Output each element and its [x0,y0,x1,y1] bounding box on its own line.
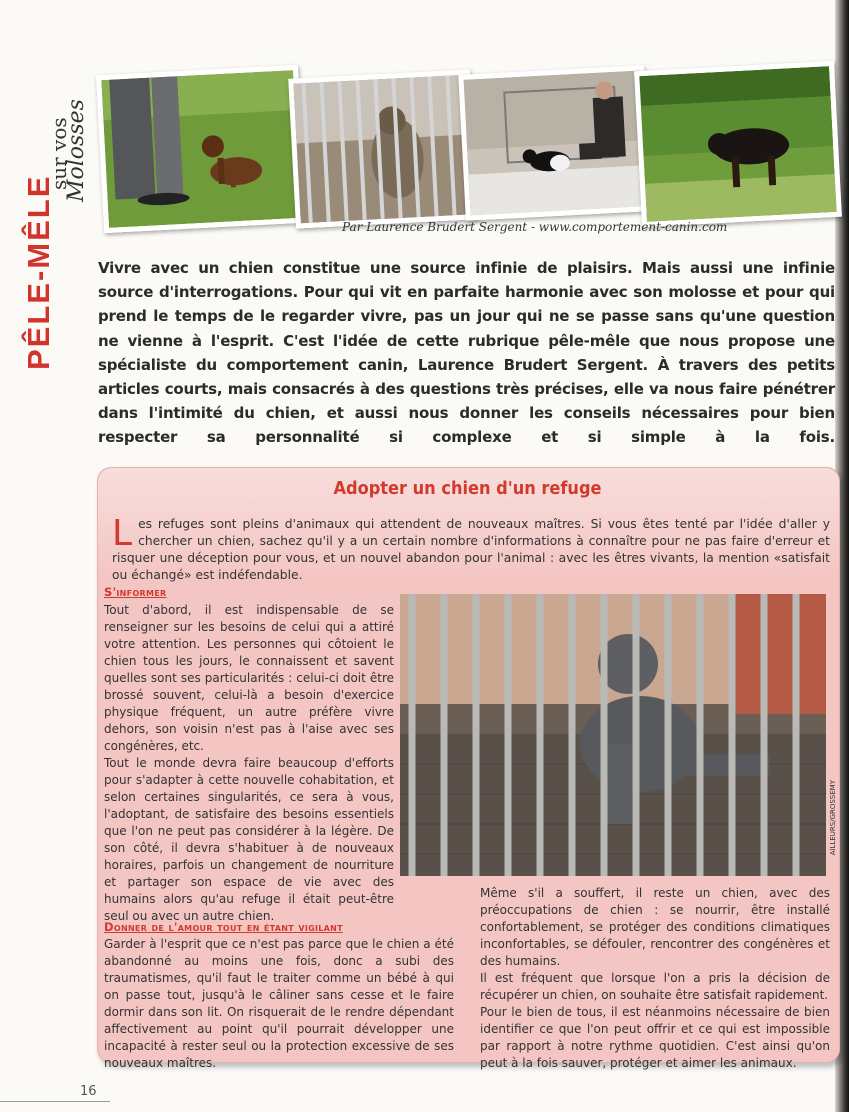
section-title-sub1: sur vos [47,117,71,190]
photo-doberman [634,61,842,227]
dog-photo-credit: AILLEURS/GROSSEMY [829,780,837,856]
right-col-p2: Il est fréquent que lorsque l'on a pris la décision de récupérer un chien, on souhaite être satisfait rapidement. [480,971,830,1002]
intro-paragraph: Vivre avec un chien constitue une source infinie de plaisirs. Mais aussi une infinie source d'interrogations. Pour qui vit en parfaite harmonie avec son molosse et pour qui prend le temps de le regarder vivre, pas un jour qui ne se passe sans qu'une question ne vienne à l'esprit. C'est l'idée de cette rubrique pêle-mêle que nous propose une spécialiste du comportement canin, Laurence Brudert Sergent. À travers des petits articles courts, mais consacrés à des questions très précises, elle va nous faire pénétrer dans l'intimité du chien, et aussi nous donner les conseils nécessaires pour bien respecter sa personnalité si complexe et si simple à la fois. [98,259,835,447]
box-lead [112,513,830,584]
footer-rule [0,1101,110,1102]
photo-credit: Par Laurence Brudert Sergent - www.comportement-canin.com [342,220,728,234]
box-title: Adopter un chien d'un refuge [333,478,602,499]
section-title-main: PÊLE-MÊLE [21,174,56,370]
sinformer-p2: Tout le monde devra faire beaucoup d'efforts pour s'adapter à cette nouvelle cohabitation, et selon certaines singularités, ce sera à vous, l'adoptant, de satisfaire des besoins essentiels que l'on ne peut pas considérer à la légère. De son côté, il devra s'habituer à de nouveaux horaires, parfois un changement de nourriture et partager son espace de vie avec des humains alors qu'au refuge il était peut-être seul ou avec un autre chien. [104,756,394,923]
section-title-sub2: Molosses [64,99,89,202]
heading-sinformer: S'informer [104,585,167,599]
photo-dachshund-puppy [96,65,306,233]
donner-amour-p1: Garder à l'esprit que ce n'est pas parce que le chien a été abandonné au moins une fois, donc a subi des traumatismes, qu'il faut le traiter comme un bébé à qui on passe tout, jusqu'à le câliner sans cesse et le faire dormir dans son lit. On risquerait de le rendre dépendant affectivement au point qu'il pourrait développer une incapacité à rester seul ou la protection excessive de ses nouveaux maîtres. [104,937,454,1070]
photo-dog-in-kennel [288,69,478,228]
box-lead-text: es refuges sont pleins d'animaux qui attendent de nouveaux maîtres. Si vous êtes tenté par l'idée d'aller y chercher un chien, sachez qu'il y a un certain nombre d'informations à connaître pour ne pas faire d'erreur et risquer une déception pour vous, et un nouvel abandon pour l'animal : avec les êtres vivants, la mention «satisfait ou échangé» est indéfendable. [112,517,830,582]
sinformer-p1: Tout d'abord, il est indispensable de se renseigner sur les besoins de celui qui a attiré votre attention. Les personnes qui côtoient le chien tous les jours, le connaissent et savent quelles sont ses particularités : celui-ci doit être brossé souvent, celui-là a besoin d'exercice physique fréquent, un autre préfère vivre dehors, son voisin n'est pas à l'aise avec ses congénères, etc. [104,603,394,753]
right-col-p3: Pour le bien de tous, il est néanmoins nécessaire de bien identifier ce que l'on peut offrir et ce qui est impossible par rapport à notre rythme quotidien. C'est ainsi qu'on peut à la fois sauver, protéger et aimer les animaux. [480,1005,830,1070]
right-col-p1: Même s'il a souffert, il reste un chien, avec des préoccupations de chien : se nourrir, être installé confortablement, se protéger des conditions climatiques inconfortables, se défouler, rencontrer des congénères et des humains. [480,886,830,968]
heading-donner-amour: Donner de l'amour tout en étant vigilant [104,920,343,934]
section-donner-amour-text [104,936,454,1072]
right-column-text [480,885,830,1072]
drop-cap: L [112,513,133,554]
section-sinformer-text [104,602,394,925]
photo-mastiff-behind-bars [400,594,826,876]
photo-man-with-dog [458,65,651,221]
page-number: 16 [80,1084,97,1099]
section-title [18,40,89,370]
